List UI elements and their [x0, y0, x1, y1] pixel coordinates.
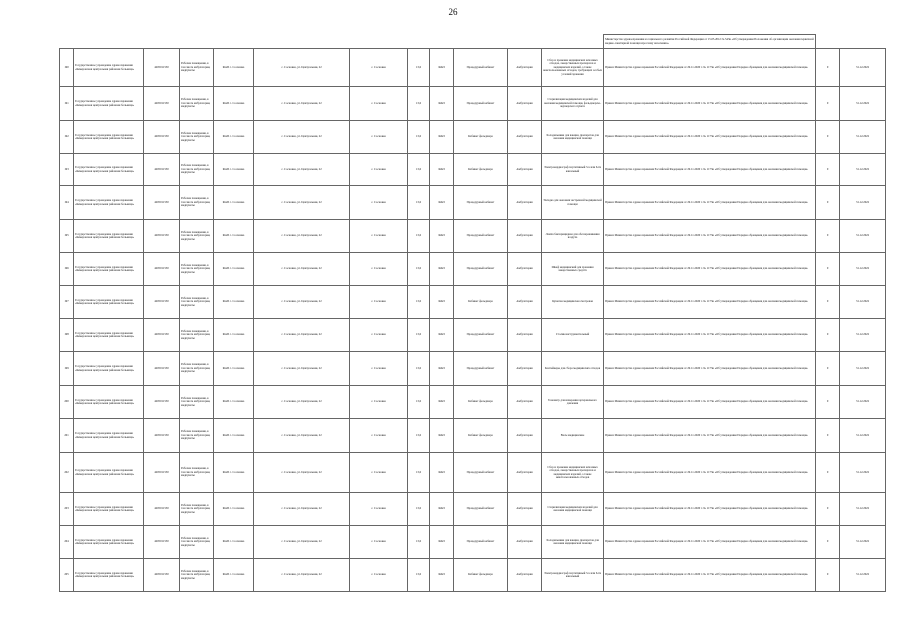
area-cell: 13,6: [408, 220, 430, 253]
facility-cell: ФАП с. Сосновка: [214, 186, 254, 220]
service-description-cell: Укладка для оказания экстренной медицинской помощи: [542, 186, 604, 220]
settlement-cell: с. Сосновка: [350, 319, 408, 352]
facility-type-cell: ФАП: [430, 559, 454, 592]
legal-basis-cell: Приказ Министерства здравоохранения Российской Федерации от 29.11.2020 г. № 1173н «Об утверждении Порядка обращения для оказания медицинской помощи»: [604, 453, 816, 493]
settlement-cell: с. Сосновка: [350, 121, 408, 154]
deadline-date-cell: 31.12.2022: [840, 186, 886, 220]
area-cell: 13,6: [408, 419, 430, 453]
inn-cell: 4205011530: [144, 386, 180, 419]
quantity-cell: 0: [816, 121, 840, 154]
legal-basis-cell: Приказ Министерства здравоохранения Российской Федерации от 29.11.2020 г. № 1173н «Об утверждении Порядка обращения для оказания медицинской помощи»: [604, 286, 816, 319]
service-description-cell: Холодильники для вакцин, препаратов для оказания медицинской помощи: [542, 121, 604, 154]
facility-type-cell: ФАП: [430, 286, 454, 319]
service-description-cell: Лампа бактерицидная для обеззараживания воздуха: [542, 220, 604, 253]
department-cell: Амбулатория: [508, 186, 542, 220]
table-row: [60, 526, 886, 559]
facility-type-cell: ФАП: [430, 49, 454, 87]
settlement-cell: с. Сосновка: [350, 352, 408, 386]
department-cell: Амбулатория: [508, 220, 542, 253]
premises-type-cell: Рабочие помещения, в том числе амбулатории, медпункты: [180, 386, 214, 419]
room-cell: Процедурный кабинет: [454, 319, 508, 352]
row-number-cell: 201: [60, 419, 74, 453]
facility-cell: ФАП с. Сосновка: [214, 386, 254, 419]
facility-type-cell: ФАП: [430, 319, 454, 352]
facility-cell: ФАП с. Сосновка: [214, 319, 254, 352]
premises-type-cell: Рабочие помещения, в том числе амбулатории, медпункты: [180, 493, 214, 526]
deadline-date-cell: 31.12.2022: [840, 526, 886, 559]
facility-type-cell: ФАП: [430, 220, 454, 253]
department-cell: Амбулатория: [508, 253, 542, 286]
legal-basis-cell: Приказ Министерства здравоохранения Российской Федерации от 29.11.2020 г. № 1173н «Об утверждении Порядка обращения для оказания медицинской помощи»: [604, 154, 816, 186]
room-cell: Процедурный кабинет: [454, 253, 508, 286]
facility-cell: ФАП с. Сосновка: [214, 493, 254, 526]
facility-cell: ФАП с. Сосновка: [214, 87, 254, 121]
area-cell: 13,6: [408, 559, 430, 592]
address-cell: с. Сосновка, ул. Центральная, 22: [254, 286, 350, 319]
legal-basis-cell: Приказ Министерства здравоохранения Российской Федерации от 29.11.2020 г. № 1173н «Об утверждении Порядка обращения для оказания медицинской помощи»: [604, 87, 816, 121]
settlement-cell: с. Сосновка: [350, 87, 408, 121]
institution-name-cell: Государственное учреждение здравоохранения «Кемеровская центральная районная больница»: [74, 49, 144, 87]
institution-name-cell: Государственное учреждение здравоохранения «Кемеровская центральная районная больница»: [74, 319, 144, 352]
room-cell: Процедурный кабинет: [454, 220, 508, 253]
row-number-cell: 198: [60, 319, 74, 352]
service-description-cell: Стерилизация медицинских изделий для оказания медицинской помощи, фельдшерско-акушерского пункта: [542, 87, 604, 121]
settlement-cell: с. Сосновка: [350, 493, 408, 526]
legal-basis-cell: Приказ Министерства здравоохранения Российской Федерации от 29.11.2020 г. № 1173н «Об утверждении Порядка обращения для оказания медицинской помощи»: [604, 186, 816, 220]
department-cell: Амбулатория: [508, 49, 542, 87]
department-cell: Амбулатория: [508, 121, 542, 154]
inn-cell: 4205011530: [144, 419, 180, 453]
room-cell: Процедурный кабинет: [454, 352, 508, 386]
area-cell: 13,6: [408, 186, 430, 220]
settlement-cell: с. Сосновка: [350, 419, 408, 453]
row-number-cell: 200: [60, 386, 74, 419]
service-description-cell: Электрокардиограф портативный 3-х или 6-ти канальный: [542, 559, 604, 592]
row-number-cell: 190: [60, 49, 74, 87]
premises-type-cell: Рабочие помещения, в том числе амбулатории, медпункты: [180, 154, 214, 186]
area-cell: 13,6: [408, 453, 430, 493]
room-cell: Кабинет фельдшера: [454, 559, 508, 592]
service-description-cell: Кушетка медицинская смотровая: [542, 286, 604, 319]
address-cell: с. Сосновка, ул. Центральная, 22: [254, 526, 350, 559]
table-row: [60, 319, 886, 352]
facility-type-cell: ФАП: [430, 526, 454, 559]
inn-cell: 4205011530: [144, 220, 180, 253]
premises-type-cell: Рабочие помещения, в том числе амбулатории, медпункты: [180, 253, 214, 286]
legal-basis-cell: Приказ Министерства здравоохранения Российской Федерации от 29.11.2020 г. № 1173н «Об утверждении Порядка обращения для оказания медицинской помощи»: [604, 419, 816, 453]
facility-cell: ФАП с. Сосновка: [214, 352, 254, 386]
deadline-date-cell: 31.12.2022: [840, 220, 886, 253]
deadline-date-cell: 31.12.2022: [840, 352, 886, 386]
institution-name-cell: Государственное учреждение здравоохранения «Кемеровская центральная районная больница»: [74, 154, 144, 186]
institution-name-cell: Государственное учреждение здравоохранения «Кемеровская центральная районная больница»: [74, 253, 144, 286]
table-row: [60, 87, 886, 121]
facility-type-cell: ФАП: [430, 352, 454, 386]
inn-cell: 4205011530: [144, 319, 180, 352]
area-cell: 13,6: [408, 253, 430, 286]
inn-cell: 4205011530: [144, 253, 180, 286]
address-cell: с. Сосновка, ул. Центральная, 22: [254, 253, 350, 286]
facility-type-cell: ФАП: [430, 453, 454, 493]
deadline-date-cell: 31.12.2022: [840, 49, 886, 87]
service-description-cell: Контейнеры для сбора медицинских отходов: [542, 352, 604, 386]
inn-cell: 4205011530: [144, 493, 180, 526]
institution-name-cell: Государственное учреждение здравоохранения «Кемеровская центральная районная больница»: [74, 121, 144, 154]
settlement-cell: с. Сосновка: [350, 526, 408, 559]
row-number-cell: 192: [60, 121, 74, 154]
area-cell: 13,6: [408, 526, 430, 559]
institution-name-cell: Государственное учреждение здравоохранения «Кемеровская центральная районная больница»: [74, 220, 144, 253]
room-cell: Кабинет фельдшера: [454, 386, 508, 419]
premises-type-cell: Рабочие помещения, в том числе амбулатории, медпункты: [180, 186, 214, 220]
row-number-cell: 194: [60, 186, 74, 220]
department-cell: Амбулатория: [508, 319, 542, 352]
area-cell: 13,6: [408, 286, 430, 319]
address-cell: с. Сосновка, ул. Центральная, 22: [254, 453, 350, 493]
service-description-cell: Холодильники для вакцин, препаратов для оказания медицинской помощи: [542, 526, 604, 559]
institution-name-cell: Государственное учреждение здравоохранения «Кемеровская центральная районная больница»: [74, 493, 144, 526]
area-cell: 13,6: [408, 352, 430, 386]
facility-cell: ФАП с. Сосновка: [214, 121, 254, 154]
table-row: [60, 121, 886, 154]
quantity-cell: 0: [816, 253, 840, 286]
premises-type-cell: Рабочие помещения, в том числе амбулатории, медпункты: [180, 526, 214, 559]
service-description-cell: Тонометр для измерения артериального давления: [542, 386, 604, 419]
settlement-cell: с. Сосновка: [350, 453, 408, 493]
table-row: [60, 419, 886, 453]
room-cell: Кабинет фельдшера: [454, 121, 508, 154]
premises-type-cell: Рабочие помещения, в том числе амбулатории, медпункты: [180, 121, 214, 154]
service-description-cell: Столик инструментальный: [542, 319, 604, 352]
room-cell: Кабинет фельдшера: [454, 154, 508, 186]
legal-basis-cell: Приказ Министерства здравоохранения Российской Федерации от 29.11.2020 г. № 1173н «Об утверждении Порядка обращения для оказания медицинской помощи»: [604, 319, 816, 352]
department-cell: Амбулатория: [508, 453, 542, 493]
address-cell: с. Сосновка, ул. Центральная, 22: [254, 220, 350, 253]
deadline-date-cell: 31.12.2022: [840, 453, 886, 493]
legal-basis-cell: Приказ Министерства здравоохранения Российской Федерации от 29.11.2020 г. № 1173н «Об утверждении Порядка обращения для оказания медицинской помощи»: [604, 352, 816, 386]
area-cell: 13,6: [408, 319, 430, 352]
premises-type-cell: Рабочие помещения, в том числе амбулатории, медпункты: [180, 286, 214, 319]
premises-type-cell: Рабочие помещения, в том числе амбулатории, медпункты: [180, 352, 214, 386]
room-cell: Процедурный кабинет: [454, 87, 508, 121]
quantity-cell: 0: [816, 386, 840, 419]
legal-basis-cell: Приказ Министерства здравоохранения Российской Федерации от 29.11.2020 г. № 1173н «Об утверждении Порядка обращения для оказания медицинской помощи»: [604, 121, 816, 154]
table-row: [60, 559, 886, 592]
institution-name-cell: Государственное учреждение здравоохранения «Кемеровская центральная районная больница»: [74, 186, 144, 220]
quantity-cell: 0: [816, 526, 840, 559]
institution-name-cell: Государственное учреждение здравоохранения «Кемеровская центральная районная больница»: [74, 352, 144, 386]
facility-cell: ФАП с. Сосновка: [214, 559, 254, 592]
inn-cell: 4205011530: [144, 453, 180, 493]
deadline-date-cell: 31.12.2022: [840, 319, 886, 352]
settlement-cell: с. Сосновка: [350, 186, 408, 220]
legal-basis-cell: Приказ Министерства здравоохранения Российской Федерации от 29.11.2020 г. № 1173н «Об утверждении Порядка обращения для оказания медицинской помощи»: [604, 493, 816, 526]
premises-type-cell: Рабочие помещения, в том числе амбулатории, медпункты: [180, 453, 214, 493]
legal-basis-cell: Приказ Министерства здравоохранения Российской Федерации от 29.11.2020 г. № 1173н «Об утверждении Порядка обращения для оказания медицинской помощи»: [604, 526, 816, 559]
row-number-cell: 199: [60, 352, 74, 386]
facility-cell: ФАП с. Сосновка: [214, 453, 254, 493]
facility-cell: ФАП с. Сосновка: [214, 526, 254, 559]
facility-type-cell: ФАП: [430, 154, 454, 186]
inn-cell: 4205011530: [144, 186, 180, 220]
premises-type-cell: Рабочие помещения, в том числе амбулатории, медпункты: [180, 319, 214, 352]
settlement-cell: с. Сосновка: [350, 286, 408, 319]
deadline-date-cell: 31.12.2022: [840, 419, 886, 453]
address-cell: с. Сосновка, ул. Центральная, 22: [254, 559, 350, 592]
inn-cell: 4205011530: [144, 559, 180, 592]
service-description-cell: Сбор и хранение медицинских или иных отходов, лекарственных препаратов и медицинских изделий, а также неиспользованных отходов: [542, 453, 604, 493]
inn-cell: 4205011530: [144, 49, 180, 87]
table-row: [60, 493, 886, 526]
deadline-date-cell: 31.12.2022: [840, 253, 886, 286]
premises-type-cell: Рабочие помещения, в том числе амбулатории, медпункты: [180, 419, 214, 453]
area-cell: 13,6: [408, 121, 430, 154]
facility-type-cell: ФАП: [430, 419, 454, 453]
quantity-cell: 0: [816, 319, 840, 352]
facility-type-cell: ФАП: [430, 87, 454, 121]
deadline-date-cell: 31.12.2022: [840, 121, 886, 154]
settlement-cell: с. Сосновка: [350, 253, 408, 286]
department-cell: Амбулатория: [508, 87, 542, 121]
address-cell: с. Сосновка, ул. Центральная, 22: [254, 352, 350, 386]
premises-type-cell: Рабочие помещения, в том числе амбулатории, медпункты: [180, 49, 214, 87]
service-description-cell: Сбор и хранение медицинских или иных отходов, лекарственных препаратов и медицинских изделий, а также неиспользованных отходов, требующих особых условий хранения: [542, 49, 604, 87]
facility-cell: ФАП с. Сосновка: [214, 419, 254, 453]
premises-type-cell: Рабочие помещения, в том числе амбулатории, медпункты: [180, 87, 214, 121]
area-cell: 13,6: [408, 49, 430, 87]
quantity-cell: 0: [816, 286, 840, 319]
deadline-date-cell: 31.12.2022: [840, 154, 886, 186]
table-body: [60, 35, 886, 592]
department-cell: Амбулатория: [508, 559, 542, 592]
facility-cell: ФАП с. Сосновка: [214, 220, 254, 253]
document-table-container: [59, 34, 885, 592]
quantity-cell: 0: [816, 186, 840, 220]
legal-basis-cell: Приказ Министерства здравоохранения Российской Федерации от 29.11.2020 г. № 1173н «Об утверждении Порядка обращения для оказания медицинской помощи»: [604, 49, 816, 87]
deadline-date-cell: 31.12.2022: [840, 87, 886, 121]
inn-cell: 4205011530: [144, 121, 180, 154]
facility-type-cell: ФАП: [430, 386, 454, 419]
table-row: [60, 453, 886, 493]
department-cell: Амбулатория: [508, 493, 542, 526]
service-description-cell: Электрокардиограф портативный 3-х или 6-ти канальный: [542, 154, 604, 186]
room-cell: Процедурный кабинет: [454, 49, 508, 87]
quantity-cell: 0: [816, 493, 840, 526]
department-cell: Амбулатория: [508, 352, 542, 386]
table-row: [60, 220, 886, 253]
facility-type-cell: ФАП: [430, 253, 454, 286]
row-number-cell: 197: [60, 286, 74, 319]
facility-cell: ФАП с. Сосновка: [214, 49, 254, 87]
legal-basis-cell: Приказ Министерства здравоохранения Российской Федерации от 29.11.2020 г. № 1173н «Об утверждении Порядка обращения для оказания медицинской помощи»: [604, 220, 816, 253]
inn-cell: 4205011530: [144, 154, 180, 186]
deadline-date-cell: 31.12.2022: [840, 493, 886, 526]
deadline-date-cell: 31.12.2022: [840, 286, 886, 319]
institution-name-cell: Государственное учреждение здравоохранения «Кемеровская центральная районная больница»: [74, 87, 144, 121]
quantity-cell: 0: [816, 87, 840, 121]
address-cell: с. Сосновка, ул. Центральная, 22: [254, 493, 350, 526]
settlement-cell: с. Сосновка: [350, 386, 408, 419]
settlement-cell: с. Сосновка: [350, 559, 408, 592]
table-row: [60, 386, 886, 419]
inn-cell: 4205011530: [144, 286, 180, 319]
institution-name-cell: Государственное учреждение здравоохранения «Кемеровская центральная районная больница»: [74, 419, 144, 453]
room-cell: Процедурный кабинет: [454, 493, 508, 526]
address-cell: с. Сосновка, ул. Центральная, 22: [254, 49, 350, 87]
deadline-date-cell: 31.12.2022: [840, 386, 886, 419]
address-cell: с. Сосновка, ул. Центральная, 22: [254, 87, 350, 121]
row-number-cell: 193: [60, 154, 74, 186]
premises-type-cell: Рабочие помещения, в том числе амбулатории, медпункты: [180, 559, 214, 592]
address-cell: с. Сосновка, ул. Центральная, 22: [254, 154, 350, 186]
address-cell: с. Сосновка, ул. Центральная, 22: [254, 319, 350, 352]
table-row: [60, 352, 886, 386]
quantity-cell: 0: [816, 559, 840, 592]
table-row: [60, 186, 886, 220]
address-cell: с. Сосновка, ул. Центральная, 22: [254, 121, 350, 154]
area-cell: 13,6: [408, 154, 430, 186]
facility-type-cell: ФАП: [430, 121, 454, 154]
address-cell: с. Сосновка, ул. Центральная, 22: [254, 186, 350, 220]
quantity-cell: 0: [816, 352, 840, 386]
legal-basis-cell: Приказ Министерства здравоохранения Российской Федерации от 29.11.2020 г. № 1173н «Об утверждении Порядка обращения для оказания медицинской помощи»: [604, 386, 816, 419]
legal-basis-cell: Приказ Министерства здравоохранения Российской Федерации от 29.11.2020 г. № 1173н «Об утверждении Порядка обращения для оказания медицинской помощи»: [604, 253, 816, 286]
institution-name-cell: Государственное учреждение здравоохранения «Кемеровская центральная районная больница»: [74, 526, 144, 559]
area-cell: 13,6: [408, 386, 430, 419]
inn-cell: 4205011530: [144, 526, 180, 559]
quantity-cell: 0: [816, 49, 840, 87]
row-number-cell: 202: [60, 453, 74, 493]
department-cell: Амбулатория: [508, 419, 542, 453]
settlement-cell: с. Сосновка: [350, 154, 408, 186]
row-number-cell: 196: [60, 253, 74, 286]
deadline-date-cell: 31.12.2022: [840, 559, 886, 592]
quantity-cell: 0: [816, 453, 840, 493]
institution-name-cell: Государственное учреждение здравоохранения «Кемеровская центральная районная больница»: [74, 286, 144, 319]
row-number-cell: 204: [60, 526, 74, 559]
premises-type-cell: Рабочие помещения, в том числе амбулатории, медпункты: [180, 220, 214, 253]
institution-name-cell: Государственное учреждение здравоохранения «Кемеровская центральная районная больница»: [74, 453, 144, 493]
area-cell: 13,6: [408, 493, 430, 526]
room-cell: Процедурный кабинет: [454, 453, 508, 493]
room-cell: Процедурный кабинет: [454, 186, 508, 220]
settlement-cell: с. Сосновка: [350, 49, 408, 87]
area-cell: 13,6: [408, 87, 430, 121]
department-cell: Амбулатория: [508, 154, 542, 186]
row-number-cell: 191: [60, 87, 74, 121]
table-row: [60, 154, 886, 186]
facility-cell: ФАП с. Сосновка: [214, 253, 254, 286]
page-number: 26: [448, 7, 458, 17]
service-description-cell: Стерилизация медицинских изделий для оказания медицинской помощи: [542, 493, 604, 526]
quantity-cell: 0: [816, 220, 840, 253]
institution-name-cell: Государственное учреждение здравоохранения «Кемеровская центральная районная больница»: [74, 386, 144, 419]
table-row: [60, 286, 886, 319]
document-table: [59, 34, 886, 592]
service-description-cell: Шкаф медицинский для хранения лекарственных средств: [542, 253, 604, 286]
department-cell: Амбулатория: [508, 526, 542, 559]
settlement-cell: с. Сосновка: [350, 220, 408, 253]
room-cell: Кабинет фельдшера: [454, 286, 508, 319]
row-number-cell: 205: [60, 559, 74, 592]
inn-cell: 4205011530: [144, 87, 180, 121]
quantity-cell: 0: [816, 419, 840, 453]
room-cell: Кабинет фельдшера: [454, 419, 508, 453]
table-row: [60, 253, 886, 286]
address-cell: с. Сосновка, ул. Центральная, 22: [254, 419, 350, 453]
facility-cell: ФАП с. Сосновка: [214, 286, 254, 319]
row-number-cell: 203: [60, 493, 74, 526]
institution-name-cell: Государственное учреждение здравоохранения «Кемеровская центральная районная больница»: [74, 559, 144, 592]
row-number-cell: 195: [60, 220, 74, 253]
facility-type-cell: ФАП: [430, 493, 454, 526]
department-cell: Амбулатория: [508, 286, 542, 319]
room-cell: Процедурный кабинет: [454, 526, 508, 559]
table-row: [60, 49, 886, 87]
legal-basis-cell: Приказ Министерства здравоохранения Российской Федерации от 29.11.2020 г. № 1173н «Об утверждении Порядка обращения для оказания медицинской помощи»: [604, 559, 816, 592]
continuation-row: [60, 35, 886, 49]
department-cell: Амбулатория: [508, 386, 542, 419]
address-cell: с. Сосновка, ул. Центральная, 22: [254, 386, 350, 419]
facility-cell: ФАП с. Сосновка: [214, 154, 254, 186]
facility-type-cell: ФАП: [430, 186, 454, 220]
quantity-cell: 0: [816, 154, 840, 186]
continuation-legal-cell: Министерства здравоохранения и социального развития Российской Федерации от 15.05.2012 № 543н «Об утверждении Положения об организации оказания первичной медико-санитарной помощи взрослому населению»: [604, 35, 816, 49]
inn-cell: 4205011530: [144, 352, 180, 386]
service-description-cell: Весы медицинские: [542, 419, 604, 453]
